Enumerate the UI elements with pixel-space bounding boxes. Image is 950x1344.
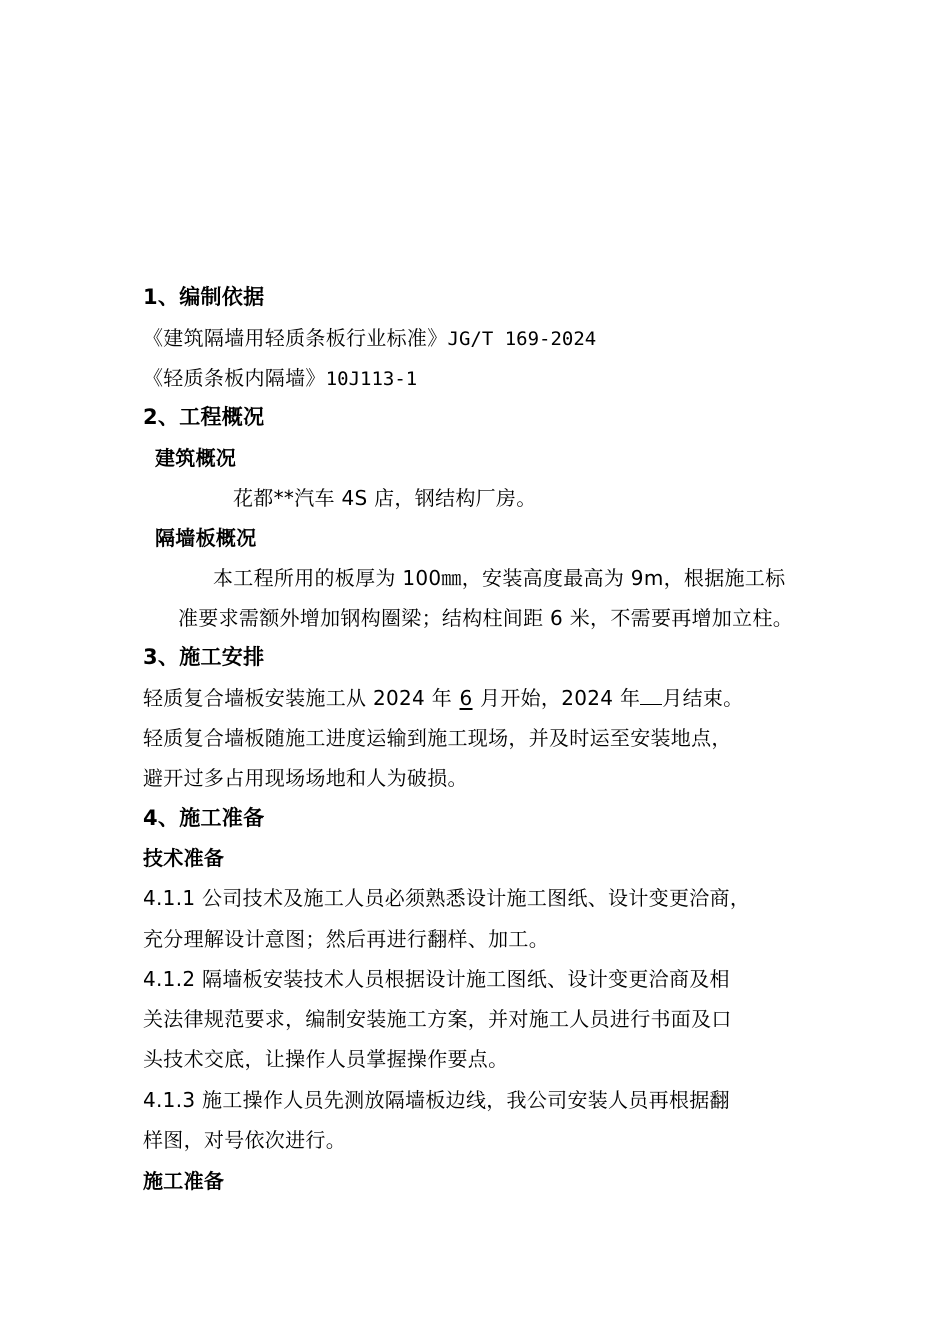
schedule-line-3: 避开过多占用现场场地和人为破损。 [143, 766, 468, 790]
item-4-1-2-line-1: 4.1.2 隔墙板安装技术人员根据设计施工图纸、设计变更洽商及相 [143, 967, 730, 991]
subheading-building-overview: 建筑概况 [155, 446, 237, 470]
schedule-line-1 [143, 685, 743, 711]
item-4-1-2-line-2: 关法律规范要求，编制安装施工方案，并对施工人员进行书面及口 [143, 1007, 732, 1031]
subheading-construction-preparation: 施工准备 [143, 1169, 225, 1193]
schedule-text-a: 轻质复合墙板安装施工从 2024 年 [143, 686, 453, 710]
reference-1-code: JG/T 169-2024 [447, 328, 597, 350]
schedule-text-b: 月开始，2024 年 [480, 686, 641, 710]
item-4-1-3-line-1: 4.1.3 施工操作人员先测放隔墙板边线，我公司安装人员再根据翻 [143, 1088, 730, 1112]
reference-1 [143, 325, 596, 352]
section-3-heading: 3、施工安排 [143, 645, 265, 669]
partition-overview-line-1: 本工程所用的板厚为 100㎜，安装高度最高为 9m，根据施工标 [213, 566, 786, 590]
section-2-heading: 2、工程概况 [143, 405, 265, 429]
reference-2 [143, 365, 417, 392]
start-month-value: 6 [459, 686, 473, 710]
reference-1-title: 《建筑隔墙用轻质条板行业标准》 [143, 326, 448, 350]
end-month-blank [640, 686, 662, 705]
section-4-heading: 4、施工准备 [143, 806, 265, 830]
item-4-1-1-line-2: 充分理解设计意图；然后再进行翻样、加工。 [143, 927, 549, 951]
item-4-1-1-line-1: 4.1.1 公司技术及施工人员必须熟悉设计施工图纸、设计变更洽商， [143, 886, 751, 910]
schedule-text-c: 月结束。 [662, 686, 744, 710]
reference-2-code: 10J113-1 [325, 368, 418, 390]
subheading-technical-preparation: 技术准备 [143, 846, 225, 870]
subheading-partition-overview: 隔墙板概况 [155, 526, 257, 550]
schedule-line-2: 轻质复合墙板随施工进度运输到施工现场，并及时运至安装地点， [143, 726, 732, 750]
section-1-heading: 1、编制依据 [143, 285, 265, 309]
partition-overview-line-2: 准要求需额外增加钢构圈梁；结构柱间距 6 米，不需要再增加立柱。 [178, 606, 794, 630]
item-4-1-2-line-3: 头技术交底，让操作人员掌握操作要点。 [143, 1047, 509, 1071]
reference-2-title: 《轻质条板内隔墙》 [143, 366, 326, 390]
item-4-1-3-line-2: 样图，对号依次进行。 [143, 1128, 346, 1152]
building-overview-body: 花都**汽车 4S 店，钢结构厂房。 [233, 486, 537, 510]
